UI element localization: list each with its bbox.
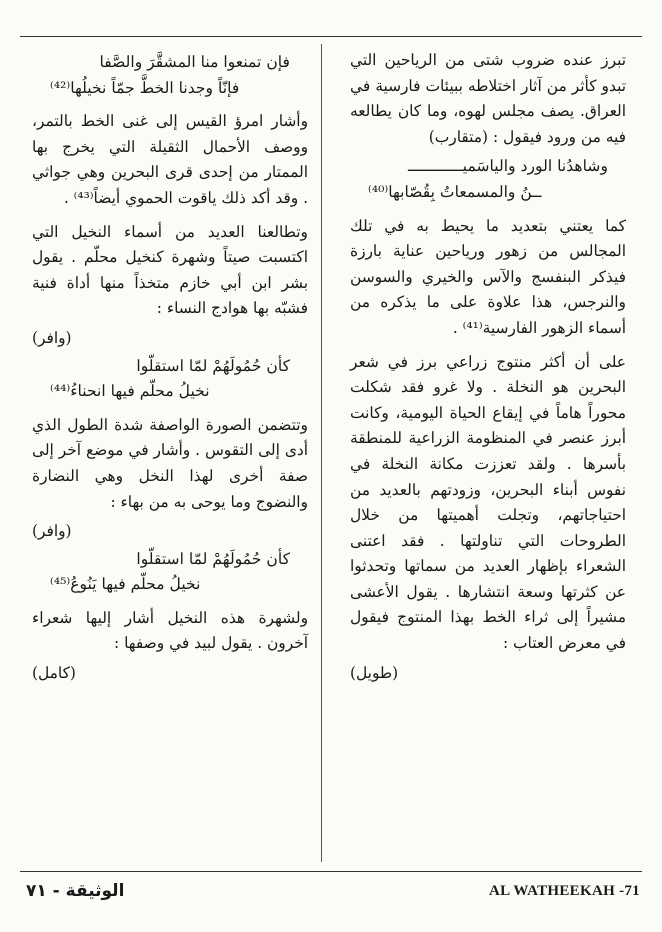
meter-label-kamil: (كامل): [32, 664, 76, 683]
verse-3-first-hemistich: كأن حُمُولَهُمْ لمّا استقلّوا: [136, 356, 290, 375]
paragraph-2: كما يعتني بتعديد ما يحيط به في تلك المجالس من زهور ورياحين عناية بارزة فيذكر البنفسج والآس والخيري والسوسن والنرجس، هذا علاوة على ما يذكره من أسماء الزهور الفارسية⁽⁴¹⁾ .: [350, 216, 626, 337]
verse-1-second-hemistich: ــنُ والمسمعاتُ بِقُصّابها⁽⁴⁰⁾: [368, 182, 542, 201]
meter-label-wafir-1: (وافر): [32, 328, 72, 347]
column-divider: [321, 44, 322, 862]
meter-label-wafir-2: (وافر): [32, 522, 72, 541]
verse-4-first-hemistich: كأن حُمُولَهُمْ لمّا استقلّوا: [136, 549, 290, 568]
paragraph-7: ولشهرة هذه النخيل أشار إليها شعراء آخرون . يقول لبيد في وصفها :: [32, 608, 308, 653]
verse-4-second-hemistich: نخيلُ محلّم فيها يَنُوعُ⁽⁴⁵⁾: [50, 575, 201, 594]
arabic-page-number: الوثيقة - ٧١: [26, 881, 125, 901]
paragraph-6: وتتضمن الصورة الواصفة شدة الطول الذي أدى إلى التقوس . وأشار في موضع آخر إلى صفة أخرى لهذا النخل وهي النضارة والنضوج وما يوحى به من بهاء :: [32, 415, 308, 511]
verse-1: [350, 154, 626, 205]
paragraph-4: وأشار امرؤ القيس إلى غنى الخط بالتمر، ووصف الأحمال الثقيلة التي يخرج بها الممتار من إحدى قرى البحرين وهي جواثي . وقد أكد ذلك ياقوت الحموي أيضاً⁽⁴³⁾ .: [32, 112, 308, 207]
verse-3: [32, 354, 308, 405]
verse-1-first-hemistich: وشاهدُنا الورد والياسَميــــــــــــ: [407, 157, 608, 176]
verse-2-second-hemistich: فإنّاً وجدنا الخطَّ جمّاً نخيلُها⁽⁴²⁾: [50, 78, 240, 97]
verse-4: [32, 547, 308, 598]
paragraph-3: على أن أكثر منتوج زراعي برز في شعر البحرين هو النخلة . ولا غرو فقد شكلت محوراً هاماً في إيقاع الحياة اليومية، وكانت أبرز عنصر في المنظومة الزراعية للمنطقة بأسرها . ولقد تعززت مكانة النخلة في نفوس أبناء البحرين، وزودتهم بالعديد من احتياجاتهم، وتجلت أهميتها من خلال الطروحات التي تناولتها . فقد اعتنى الشعراء بإظهار العديد من سماتها وتحدثوا عن كثرتها وسعة انتشارها . يقول الأعشى مشيراً إلى ثراء الخط بهذا المنتوج فيقول في معرض العتاب :: [350, 352, 626, 653]
verse-3-second-hemistich: نخيلُ محلّم فيها انحناءُ⁽⁴⁴⁾: [50, 382, 210, 401]
verse-2-first-hemistich: فإن تمنعوا منا المشقَّرَ والصَّفا: [99, 53, 290, 71]
paragraph-5: وتطالعنا العديد من أسماء النخيل التي اكتسبت صيتاً وشهرة كنخيل محلّم . يقول بشر ابن أبي خازم متخذاً منها أداة فنية فشبّه بها هوادج النساء :: [32, 222, 308, 318]
left-column: [32, 48, 308, 687]
meter-label-tawil: (طويل): [350, 663, 399, 682]
verse-2: [32, 50, 308, 101]
paragraph-1: تبرز عنده ضروب شتى من الرياحين التي تبدو كأثر من آثار اختلاطه ببيئات فارسية في العراق. يصف مجلس لهوه، وما كان يطالعه فيه من ورود فيقول : (متقارب): [350, 51, 626, 146]
right-column: [350, 48, 626, 686]
latin-page-number: AL WATHEEKAH -71: [489, 883, 640, 899]
